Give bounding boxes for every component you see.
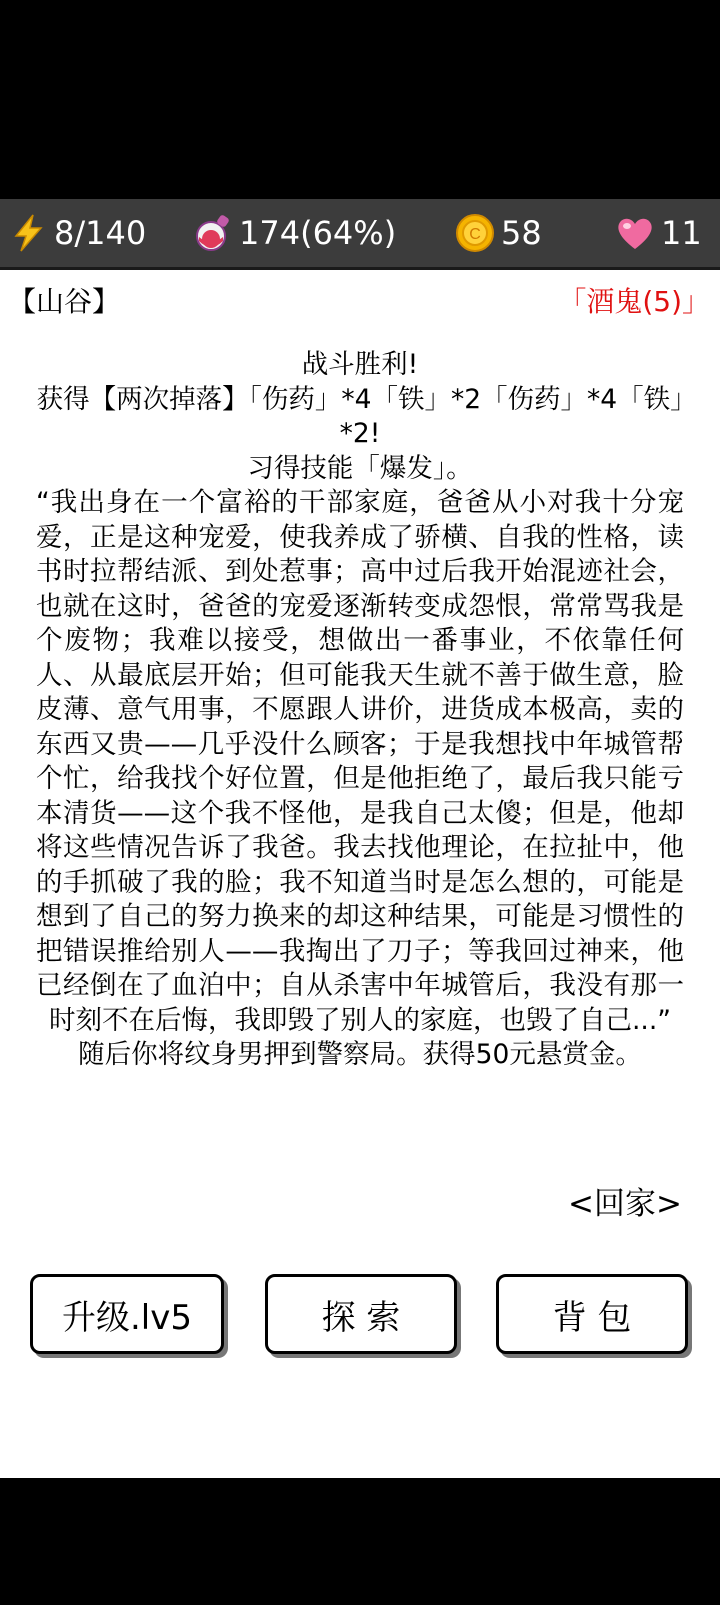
coin-stat (455, 199, 542, 267)
heart-stat (615, 199, 702, 267)
potion-stat (193, 199, 396, 267)
skill-text: 习得技能「爆发」。 (247, 452, 473, 484)
energy-stat (8, 199, 146, 267)
story-text (36, 348, 684, 1073)
explore-button[interactable]: 探 索 (265, 1274, 457, 1354)
reward-text: 随后你将纹身男押到警察局。获得50元悬赏金。 (78, 1039, 642, 1070)
lightning-icon (8, 213, 48, 253)
confession-text: “我出身在一个富裕的干部家庭，爸爸从小对我十分宠爱，正是这种宠爱，使我养成了骄横、自我的性格，读书时拉帮结派、到处惹事；高中过后我开始混迹社会，也就在这时，爸爸的宠爱逐渐转变成怨恨，常常骂我是个废物；我难以接受，想做出一番事业，不依靠任何人、从最底层开始；但可能我天生就不善于做生意，脸皮薄、意气用事，不愿跟人讲价，进货成本极高，卖的东西又贵——几乎没什么顾客；于是我想找中年城管帮个忙，给我找个好位置，但是他拒绝了，最后我只能亏本清货——这个我不怪他，是我自己太傻；但是，他却将这些情况告诉了我爸。我去找他理论，在拉扯中，他的手抓破了我的脸；我不知道当时是怎么想的，可能是想到了自己的努力换来的却这种结果，可能是习惯性的把错误推给别人——我掏出了刀子；等我回过神来，他已经倒在了血泊中；自从杀害中年城管后，我没有那一时刻不在后悔，我即毁了别人的家庭，也毁了自己...” (36, 487, 684, 1036)
potion-value: 174(64%) (239, 214, 397, 252)
energy-value: 8/140 (54, 214, 147, 252)
bag-button[interactable]: 背 包 (496, 1274, 688, 1354)
heart-icon (615, 213, 655, 253)
coins-value: 58 (501, 214, 542, 252)
potion-icon (193, 213, 233, 253)
battle-result: 战斗胜利! (301, 349, 419, 380)
enemy-label[interactable]: 「酒鬼(5)」 (558, 285, 710, 318)
loot-text: 获得【两次掉落】「伤药」*4「铁」*2「伤药」*4「铁」*2! (36, 383, 684, 449)
stats-bar (0, 199, 720, 270)
upgrade-button[interactable]: 升级.lv5 (30, 1274, 224, 1354)
bottom-bar (0, 1478, 720, 1605)
hearts-value: 11 (661, 214, 702, 252)
go-home-link[interactable]: <回家> (568, 1186, 682, 1222)
main-panel (0, 270, 720, 1478)
location-label: 【山谷】 (8, 285, 121, 318)
svg-text:C: C (469, 226, 481, 243)
coin-icon (455, 213, 495, 253)
